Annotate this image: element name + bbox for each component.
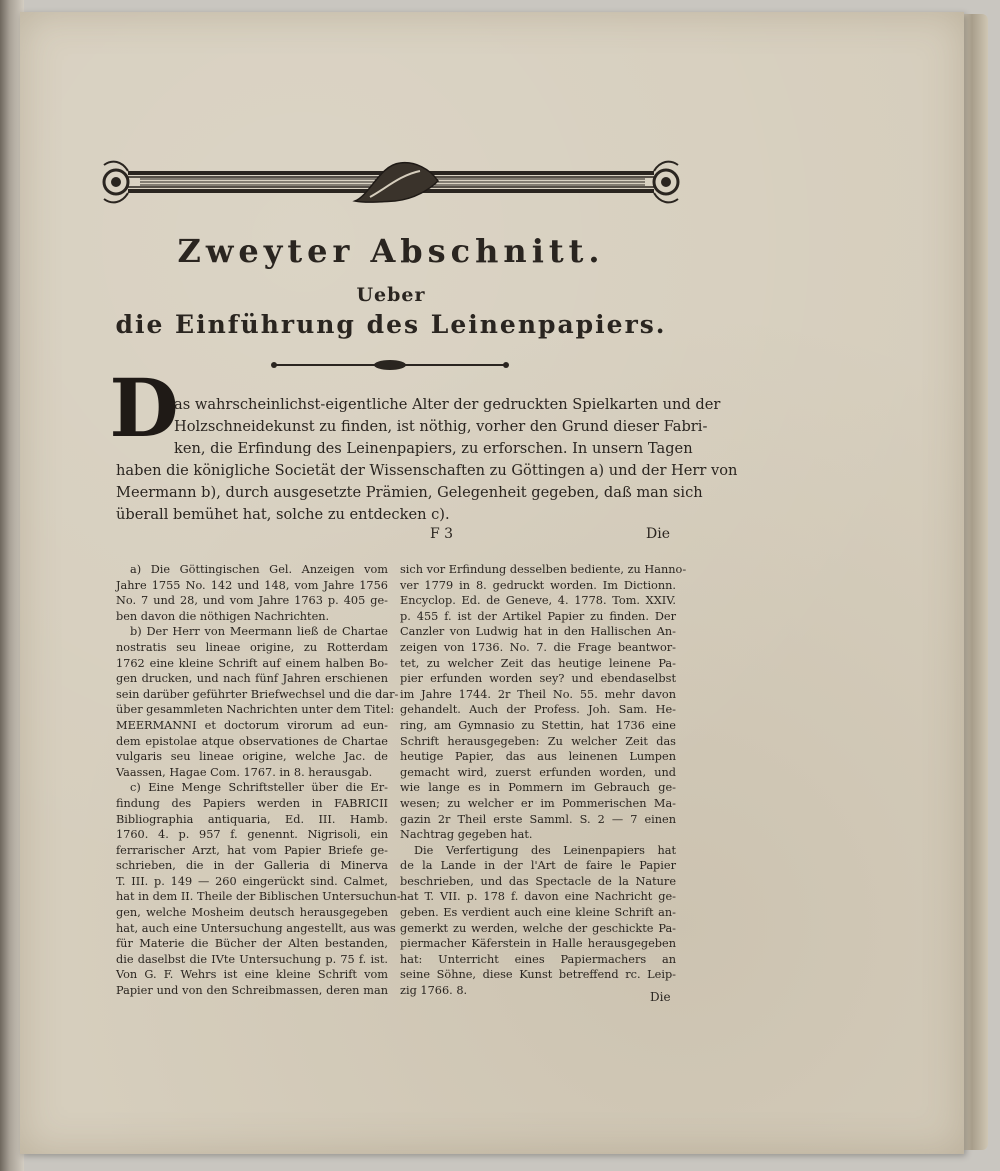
footnote-line: hat in dem II. Theile der Biblischen Untersuchun- xyxy=(116,890,401,904)
footnote-line: Papier und von den Schreibmassen, deren man xyxy=(116,984,388,998)
signature-mark: F 3 xyxy=(430,526,454,542)
footnote-line: a) Die Göttingischen Gel. Anzeigen vom xyxy=(130,563,388,576)
footnote-line: wie lange es in Pommern im Gebrauch ge- xyxy=(400,781,676,795)
footnote-line: ring, am Gymnasio zu Stettin, hat 1736 eine xyxy=(400,718,676,732)
footnote-line: b) Der Herr von Meermann ließ de Chartae xyxy=(130,625,388,639)
footnote-line: 1762 eine kleine Schrift auf einem halben Bo- xyxy=(116,656,388,670)
footnote-line: beschrieben, und das Spectacle de la Nature xyxy=(400,874,676,888)
paragraph-line: as wahrscheinlichst-eigentliche Alter der gedruckten Spielkarten und der xyxy=(174,396,721,413)
footnote-line: c) Eine Menge Schriftsteller über die Er- xyxy=(130,781,388,795)
footnote-line: für Materie die Bücher der Alten bestanden, xyxy=(116,937,388,951)
footnote-line: zeigen von 1736. No. 7. die Frage beantwor- xyxy=(400,640,676,654)
footnote-line: findung des Papiers werden in FABRICII xyxy=(116,796,388,810)
footnote-line: wesen; zu welcher er im Pommerischen Ma- xyxy=(400,796,676,810)
ornamental-headpiece xyxy=(100,155,682,209)
footnote-line: Jahre 1755 No. 142 und 148, vom Jahre 1756 xyxy=(116,578,388,592)
catchword-footnotes: Die xyxy=(650,990,671,1004)
footnote-line: schrieben, die in der Galleria di Minerva xyxy=(116,859,388,873)
footnote-line: heutige Papier, das aus leinenen Lumpen xyxy=(400,750,676,764)
footnotes-left-column xyxy=(116,562,401,999)
chapter-title: Zweyter Abschnitt. xyxy=(177,232,605,270)
footnote-line: gemerkt zu werden, welche der geschickte Pa- xyxy=(400,921,676,935)
paragraph-line: haben die königliche Societät der Wissenschaften zu Göttingen a) und der Herr von xyxy=(116,462,738,479)
footnote-line: Von G. F. Wehrs ist eine kleine Schrift vom xyxy=(116,968,388,982)
footnote-line: über gesammleten Nachrichten unter dem Titel: xyxy=(116,703,395,717)
footnote-line: Vaassen, Hagae Com. 1767. in 8. herausgab. xyxy=(116,765,373,779)
catchword-main: Die xyxy=(646,526,670,542)
footnote-line: vulgaris seu lineae origine, welche Jac. de xyxy=(116,750,388,764)
footnote-line: hat: Unterricht eines Papiermachers an xyxy=(400,952,676,966)
paragraph-line: Meermann b), durch ausgesetzte Prämien, Gelegenheit gegeben, daß man sich xyxy=(116,484,703,501)
footnote-line: geben. Es verdient auch eine kleine Schrift an- xyxy=(400,906,676,920)
footnote-line: Encyclop. Ed. de Geneve, 4. 1778. Tom. XXIV. xyxy=(400,594,676,608)
main-paragraph xyxy=(116,394,738,526)
footnote-line: Bibliographia antiquaria, Ed. III. Hamb. xyxy=(116,812,388,826)
footnote-line: T. III. p. 149 — 260 eingerückt sind. Calmet, xyxy=(116,874,388,888)
footnote-line: die daselbst die IVte Untersuchung p. 75 f. ist. xyxy=(116,952,388,966)
footnote-line: Nachtrag gegeben hat. xyxy=(400,828,533,842)
footnote-line: Schrift herausgegeben: Zu welcher Zeit das xyxy=(400,734,676,748)
footnote-line: gen drucken, und nach fünf Jahren erschienen xyxy=(116,672,388,686)
paragraph-line: Holzschneidekunst zu finden, ist nöthig, vorher den Grund dieser Fabri- xyxy=(174,418,708,435)
footnote-line: gemacht wird, zuerst erfunden worden, und xyxy=(400,765,676,779)
footnote-line: piermacher Käferstein in Halle herausgegeben xyxy=(400,937,676,951)
footnote-line: de la Lande in der l'Art de faire le Papier xyxy=(400,859,676,873)
chapter-subtitle-line1: Ueber xyxy=(356,284,426,306)
paragraph-line: überall bemühet hat, solche zu entdecken c). xyxy=(116,506,450,523)
footnote-line: MEERMANNI et doctorum virorum ad eun- xyxy=(116,718,388,732)
drop-cap-initial: D xyxy=(109,361,179,455)
footnote-line: hat, auch eine Untersuchung angestellt, aus was xyxy=(116,921,396,935)
footnote-line: ferrarischer Arzt, hat vom Papier Briefe ge- xyxy=(116,843,388,857)
footnote-line: seine Söhne, diese Kunst betreffend rc. Leip- xyxy=(400,968,676,982)
footnote-line: 1760. 4. p. 957 f. genennt. Nigrisoli, ein xyxy=(116,828,388,842)
footnote-line: p. 455 f. ist der Artikel Papier zu finden. Der xyxy=(400,609,676,623)
footnotes-right-column xyxy=(400,562,687,999)
footnote-line: nostratis seu lineae origine, zu Rotterdam xyxy=(116,640,388,654)
footnote-line: Canzler von Ludwig hat in den Hallischen An- xyxy=(400,625,676,639)
footnote-line: dem epistolae atque observationes de Chartae xyxy=(116,734,388,748)
chapter-subtitle-line2: die Einführung des Leinenpapiers. xyxy=(115,310,667,339)
footnote-line: ver 1779 in 8. gedruckt worden. Im Dictionn. xyxy=(400,578,676,592)
footnote-line: tet, zu welcher Zeit das heutige leinene Pa- xyxy=(400,656,676,670)
footnote-line: gazin 2r Theil erste Samml. S. 2 — 7 einen xyxy=(400,812,676,826)
ornamental-rule xyxy=(268,358,512,372)
footnote-line: gen, welche Mosheim deutsch herausgegeben xyxy=(116,906,388,920)
footnote-line: zig 1766. 8. xyxy=(400,984,468,998)
footnote-line: gehandelt. Auch der Profess. Joh. Sam. He- xyxy=(400,703,676,717)
footnote-line: pier erfunden worden sey? und ebendaselbst xyxy=(400,672,676,686)
footnote-line: No. 7 und 28, und vom Jahre 1763 p. 405 ge- xyxy=(116,594,388,608)
paragraph-line: ken, die Erfindung des Leinenpapiers, zu erforschen. In unsern Tagen xyxy=(174,440,693,457)
footnote-line: im Jahre 1744. 2r Theil No. 55. mehr davon xyxy=(400,687,676,701)
footnote-line: ben davon die nöthigen Nachrichten. xyxy=(116,609,330,623)
footnote-line: sein darüber geführter Briefwechsel und die dar- xyxy=(116,687,399,701)
footnote-line: hat T. VII. p. 178 f. davon eine Nachricht ge- xyxy=(400,890,676,904)
footnote-line: Die Verfertigung des Leinenpapiers hat xyxy=(414,843,676,857)
footnote-line: sich vor Erfindung desselben bediente, zu Hanno- xyxy=(400,563,687,576)
